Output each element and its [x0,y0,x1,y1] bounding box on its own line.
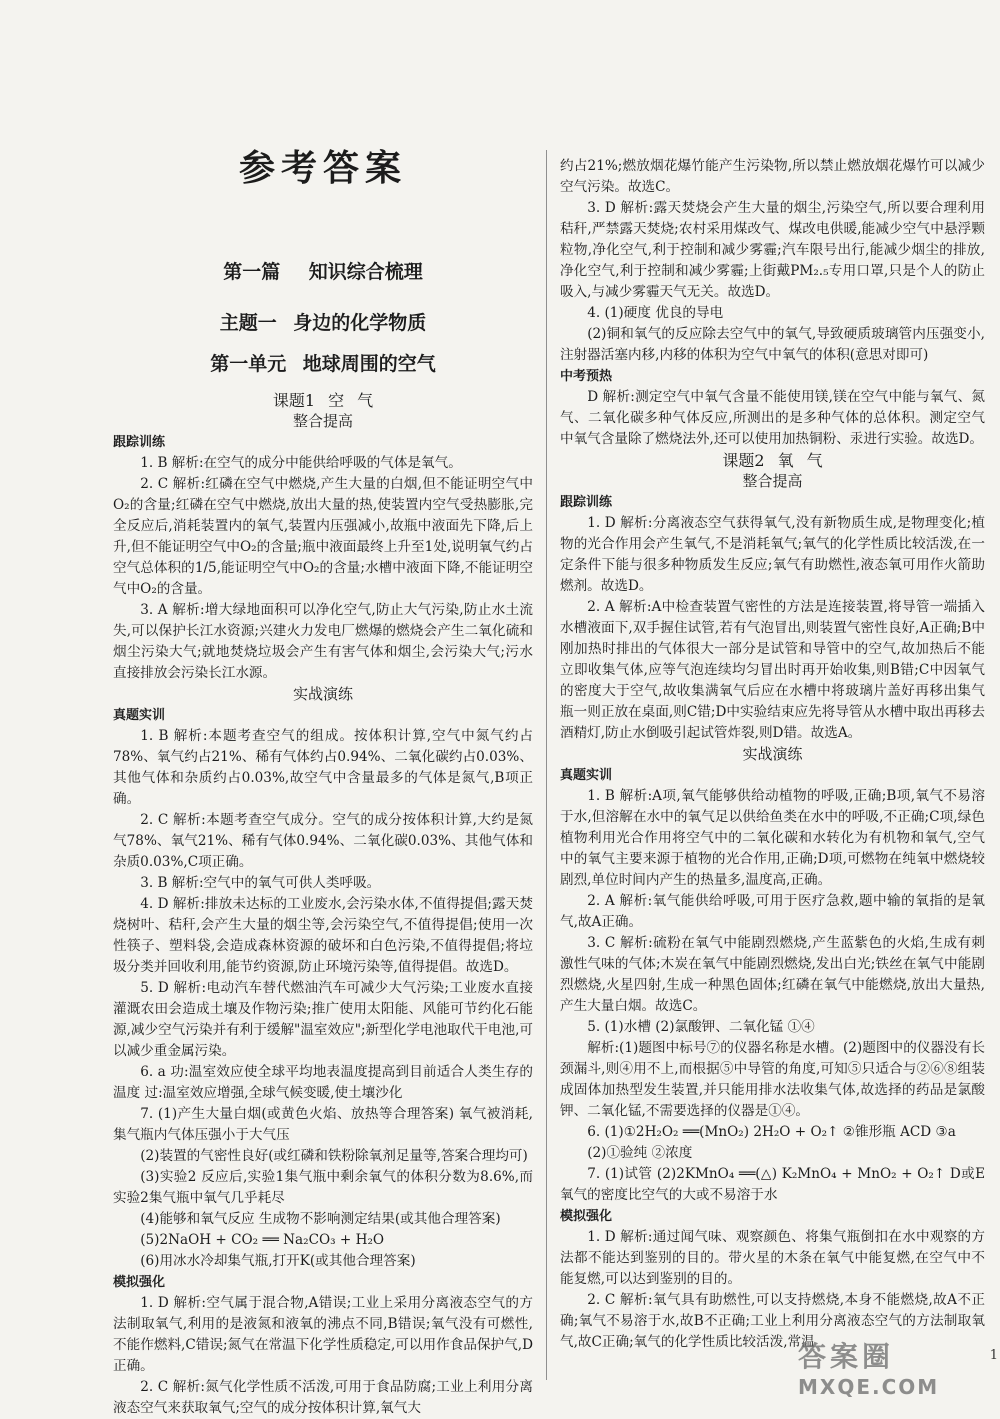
answer-paragraph: 2. A 解析:氧气能供给呼吸,可用于医疗急救,题中输的氧指的是氧气,故A正确。 [560,893,985,930]
answer-paragraph: 5. (1)水槽 (2)氯酸钾、二氧化锰 ①④ [587,1019,815,1035]
answer-paragraph: 3. C 解析:硫粉在氧气中能剧烈燃烧,产生蓝紫色的火焰,生成有刺激性气味的气体;木炭在氧气中能剧烈燃烧,发出白光;铁丝在氧气中能剧烈燃烧,火星四射,生成一种黑色固体;红磷在氧气中能燃烧,放出大量热,产生大量白烟。故选C。 [560,935,985,1014]
answer-paragraph: 7. (1)产生大量白烟(或黄色火焰、放热等合理答案) 氧气被消耗,集气瓶内气体压强小于大气压 [113,1106,533,1143]
answer-paragraph: 6. a 功:温室效应使全球平均地表温度提高到目前适合人类生存的温度 过:温室效应增强,全球气候变暖,使土壤沙化 [113,1064,533,1101]
watermark-url: MXQE.COM [798,1375,940,1399]
answer-paragraph: 4. D 解析:排放未达标的工业废水,会污染水体,不值得提倡;露天焚烧树叶、秸秆,会产生大量的烟尘等,会污染空气,不值得提倡;使用一次性筷子、塑料袋,会造成森林资源的破坏和白色污染,不值得提倡;将垃圾分类并回收利用,能节约资源,防止环境污染等,值得提倡。故选D。 [113,896,533,975]
answer-paragraph: (2)铜和氧气的反应除去空气中的氧气,导致硬质玻璃管内压强变小,注射器活塞内移,内移的体积为空气中氧气的体积(意思对即可) [560,326,985,363]
section-subtitle: 实战演练 [292,685,353,703]
answer-paragraph: 解析:(1)题图中标号⑦的仪器名称是水槽。(2)题图中的仪器没有长颈漏斗,则④用不上,而根据⑤中导管的角度,可知⑤只适合与②⑥⑧组装成固体加热型发生装置,并只能用排水法收集气体,故选择的药品是氯酸钾、二氧化锰,不需要选择的仪器是①④。 [560,1040,985,1119]
answer-paragraph: 2. C 解析:氧气具有助燃性,可以支持燃烧,本身不能燃烧,故A不正确;氧气不易溶于水,故B不正确;工业上利用分离液态空气的方法制取氧气,故C正确;氧气的化学性质比较活泼,常温 [560,1292,985,1350]
answer-paragraph: 2. C 解析:本题考查空气成分。空气的成分按体积计算,大约是氮气78%、氧气21%、稀有气体0.94%、二氧化碳0.03%、其他气体和杂质0.03%,C项正确。 [113,812,533,870]
answer-paragraph: 3. A 解析:增大绿地面积可以净化空气,防止大气污染,防止水土流失,可以保护长江水资源;兴建火力发电厂燃爆的燃烧会产生二氧化硫和烟尘污染大气;就地焚烧垃圾会产生有害气体和烟尘,会污染大气;污水直接排放会污染长江水源。 [113,602,533,681]
site-watermark [798,1335,988,1397]
answer-paragraph: D 解析:测定空气中氧气含量不能使用镁,镁在空气中能与氧气、氮气、二氧化碳多种气体反应,所测出的是多种气体的总体积。测定空气中氧气含量除了燃烧法外,还可以使用加热铜粉、汞进行实验。故选D。 [560,389,985,447]
answer-paragraph: 2. C 解析:红磷在空气中燃烧,产生大量的白烟,但不能证明空气中O₂的含量;红磷在空气中燃烧,放出大量的热,使装置内空气受热膨胀,完全反应后,消耗装置内的氧气,装置内压强减小,故瓶中液面先下降,后上升,但不能证明空气中O₂的含量;瓶中液面最终上升至1处,说明氧气约占空气总体积的1/5,能证明空气中O₂的含量;水槽中液面下降,不能证明空气中O₂的含量。 [113,476,533,597]
section-heading: 真题实训 [560,768,613,783]
answer-paragraph: 1. B 解析:在空气的成分中能供给呼吸的气体是氧气。 [140,455,462,471]
unit-title: 第一单元 地球周围的空气 [210,353,436,375]
part-title: 第一篇 知识综合梳理 [223,261,423,283]
answer-paragraph: 1. D 解析:空气属于混合物,A错误;工业上采用分离液态空气的方法制取氧气,利用的是液氮和液氧的沸点不同,B错误;氧气没有可燃性,不能作燃料,C错误;氮气在常温下化学性质稳定,可以用作食品保护气,D正确。 [113,1295,533,1374]
answer-paragraph: 2. A 解析:A中检查装置气密性的方法是连接装置,将导管一端插入水槽液面下,双手握住试管,若有气泡冒出,则装置气密性良好,A正确;B中刚加热时排出的气体很大一部分是试管和导管中的空气,故加热后不能立即收集气体,应等气泡连续均匀冒出时再开始收集,则B错;C中因氧气的密度大于空气,故收集满氧气后应在水槽中将玻璃片盖好再移出集气瓶一则正放在桌面,则C错;D中实验结束应先将导管从水槽中取出再移去酒精灯,防止水倒吸引起试管炸裂,则D错。故选A。 [560,599,985,741]
answer-paragraph: 约占21%;燃放烟花爆竹能产生污染物,所以禁止燃放烟花爆竹可以减少空气污染。故选C。 [560,158,985,195]
answer-paragraph: (4)能够和氧气反应 生成物不影响测定结果(或其他合理答案) [140,1211,501,1227]
section-heading: 模拟强化 [113,1275,166,1290]
lesson-title: 课题2 氧 气 [722,451,823,470]
right-column [560,156,985,1353]
answer-paragraph: (6)用冰水冷却集气瓶,打开K(或其他合理答案) [140,1253,416,1269]
theme-title: 主题一 身边的化学物质 [219,312,427,334]
answer-paragraph: 6. (1)①2H₂O₂ ══(MnO₂) 2H₂O + O₂↑ ②锥形瓶 ACD ③a [587,1124,956,1140]
answer-paragraph: (2)①验纯 ②浓度 [587,1145,693,1161]
answer-paragraph: (5)2NaOH + CO₂ ══ Na₂CO₃ + H₂O [140,1232,385,1248]
column-divider [546,150,547,1380]
page-number: 1 [989,1348,998,1363]
answer-paragraph: 1. D 解析:通过闻气味、观察颜色、将集气瓶倒扣在水中观察的方法都不能达到鉴别的目的。带火星的木条在氧气中能复燃,在空气中不能复燃,可以达到鉴别的目的。 [560,1229,985,1287]
left-body [113,390,533,1419]
lesson-title: 课题1 空 气 [272,391,374,410]
answer-paragraph: (2)装置的气密性良好(或红磷和铁粉除氧剂足量等,答案合理均可) [140,1148,528,1164]
section-heading: 中考预热 [560,369,613,384]
answer-paragraph: 4. (1)硬度 优良的导电 [587,305,724,321]
answer-paragraph: 2. C 解析:氮气化学性质不活泼,可用于食品防腐;工业上利用分离液态空气来获取氧气;空气的成分按体积计算,氧气大 [113,1379,533,1416]
answer-paragraph: (3)实验2 反应后,实验1集气瓶中剩余氧气的体积分数为8.6%,而实验2集气瓶中氧气几乎耗尽 [113,1169,533,1206]
answer-paragraph: 5. D 解析:电动汽车替代燃油汽车可减少大气污染;工业废水直接灌溉农田会造成土壤及作物污染;推广使用太阳能、风能可节约化石能源,减少空气污染并有利于缓解"温室效应";新型化学电池取代干电池,可以减少重金属污染。 [113,980,533,1059]
answer-paragraph: 3. D 解析:露天焚烧会产生大量的烟尘,污染空气,所以要合理利用秸秆,严禁露天焚烧;农村采用煤改气、煤改电供暖,能减少空气中悬浮颗粒物,净化空气,利于控制和减少雾霾;汽车限号出行,能减少烟尘的排放,净化空气,利于控制和减少雾霾;上街戴PM₂.₅专用口罩,只是个人的防止吸入,与减少雾霾天气无关。故选D。 [560,200,985,300]
section-heading: 跟踪训练 [560,495,613,510]
answer-paragraph: 3. B 解析:空气中的氧气可供人类呼吸。 [140,875,381,891]
section-subtitle: 整合提高 [292,412,353,430]
answer-paragraph: 1. B 解析:本题考查空气的组成。按体积计算,空气中氮气约占78%、氧气约占21%、稀有气体约占0.94%、二氧化碳约占0.03%、其他气体和杂质约占0.03%,故空气中含量最多的气体是氮气,B项正确。 [113,728,533,807]
section-heading: 模拟强化 [560,1209,613,1224]
watermark-logo-text: 答案圈 [798,1340,895,1373]
section-heading: 真题实训 [113,708,166,723]
section-subtitle: 实战演练 [742,745,803,763]
answer-paragraph: 1. D 解析:分离液态空气获得氧气,没有新物质生成,是物理变化;植物的光合作用会产生氧气,不是消耗氧气;氧气的化学性质比较活泼,在一定条件下能与很多种物质发生反应;氧气有助燃性,液态氧可用作火箭助燃剂。故选D。 [560,515,985,594]
page-title: 参考答案 [238,148,407,189]
answer-paragraph: 7. (1)试管 (2)2KMnO₄ ══(△) K₂MnO₄ + MnO₂ + O₂↑ D或E 氧气的密度比空气的大或不易溶于水 [560,1166,985,1203]
section-subtitle: 整合提高 [742,472,803,490]
section-heading: 跟踪训练 [113,435,166,450]
answer-paragraph: 1. B 解析:A项,氧气能够供给动植物的呼吸,正确;B项,氧气不易溶于水,但溶解在水中的氧气足以供给鱼类在水中的呼吸,不正确;C项,绿色植物利用光合作用将空气中的二氧化碳和水转化为有机物和氧气,空气中的氧气主要来源于植物的光合作用,正确;D项,可燃物在纯氧中燃烧较剧烈,单位时间内产生的热量多,温度高,正确。 [560,788,985,888]
